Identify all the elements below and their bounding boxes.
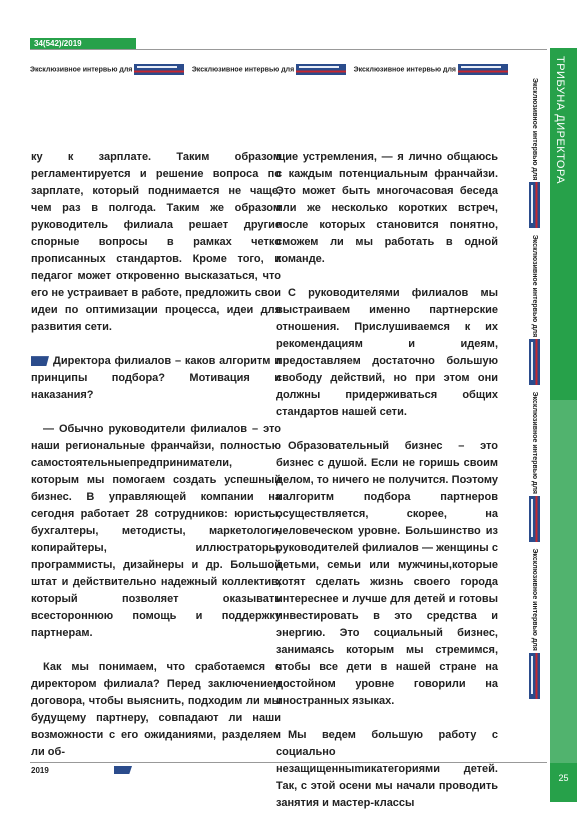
- banner-label: Эксклюзивное интервью для: [191, 66, 295, 74]
- section-sidebar: [550, 48, 577, 802]
- banner-label: Эксклюзивное интервью для: [531, 234, 538, 338]
- newspaper-logo-icon: [296, 64, 346, 75]
- paragraph: ку к зарплате. Таким образом регламентируется и решение вопроса по зарплате, который поднимается не чаще, чем раз в полгода. Таким же образом руководитель филиала решает другие спорные вопросы в рамках четко прописанных стандартов. Кроме того, и педагог может откровенно высказаться, что его не устраивает в работе, предложить свои идеи по оптимизации процесса, идеи для развития сети.: [31, 151, 281, 333]
- page-number: 25: [550, 763, 577, 802]
- vertical-banner: [520, 78, 540, 754]
- paragraph: Как мы понимаем, что сработаемся с директором филиала? Перед заключением договора, чтобы выяснить, подходим ли мы будущему партнеру, совпадают ли наши возможности с его ожиданиями, разделяем ли об-: [31, 661, 281, 758]
- header-banner: [30, 61, 550, 75]
- section-title: ТРИБУНА ДИРЕКТОРА: [554, 56, 566, 184]
- paragraph: — Обычно руководители филиалов – это наши региональные франчайзи, полностью самостоятельныепредприниматели, которым мы помогаем создать успешный бизнес. В управляющей компании на сегодня работает 28 сотрудников: юристы, бухгалтеры, методисты, маркетологи, копирайтеры, иллюстраторы, программисты, дизайнеры и др. Большой штат и действительно надежный коллектив, который позволяет оказывать всестороннюю помощь и поддержку партнерам.: [31, 423, 281, 639]
- paragraph: Образовательный бизнес – это бизнес с душой. Если не горишь своим делом, то ничего не получится. Поэтому иалгоритм подбора партнеров осуществляется, скорее, на человеческом уровне. Большинство из руководителей филиалов — женщины с детьми, семьи или мужчины,которые хотят сделать жизнь своего города интереснее и лучше для детей и готовы инвестировать в это средства и энергию. Это социальный бизнес, занимаясь которым мы стремимся, чтобы все дети в нашей стране на достойном уровне говорили на иностранных языках.: [276, 440, 498, 707]
- top-divider: [30, 49, 547, 50]
- footer-year: 2019: [31, 766, 49, 775]
- left-column: [31, 149, 281, 778]
- banner-label: Эксклюзивное интервью для: [531, 78, 538, 181]
- paragraph: С руководителями филиалов мы выстраиваем именно партнерские отношения. Прислушиваемся к их рекомендациям и идеям, предоставляем достаточно большую свободу действий, но при этом они должны придерживаться общих стандартов нашей сети.: [276, 287, 498, 418]
- newspaper-logo-icon: [529, 182, 540, 228]
- banner-label: Эксклюзивное интервью для: [531, 548, 538, 651]
- newspaper-logo-icon: [529, 496, 540, 542]
- newspaper-logo-icon: [134, 64, 184, 75]
- newspaper-logo-icon: [529, 339, 540, 385]
- bottom-divider: [30, 762, 547, 763]
- section-heading: [31, 353, 281, 404]
- paragraph: Мы ведем большую работу с социально незащищенныmикатегориями детей. Так, с этой осени мы начали проводить занятия и мастер-классы: [276, 729, 498, 809]
- banner-label: Эксклюзивное интервью для: [531, 391, 538, 494]
- newspaper-logo-icon: [529, 653, 540, 699]
- section-heading-text: Директора филиалов – каков алгоритм и принципы подбора? Мотивация и наказания?: [31, 355, 281, 401]
- banner-label: Эксклюзивное интервью для: [30, 66, 133, 74]
- newspaper-logo-icon: [458, 64, 508, 75]
- newspaper-mark-icon: [31, 356, 49, 366]
- newspaper-mark-icon: [114, 766, 132, 774]
- issue-number: 34(542)/2019: [30, 38, 136, 49]
- right-column: [276, 149, 498, 829]
- banner-label: Эксклюзивное интервью для: [353, 66, 456, 74]
- paragraph: щие устремления, — я лично общаюсь с каждым потенциальным франчайзи. Это может быть многочасовая беседа или же несколько коротких встреч, после которых становится понятно, сможем ли мы работать в одной команде.: [276, 151, 498, 265]
